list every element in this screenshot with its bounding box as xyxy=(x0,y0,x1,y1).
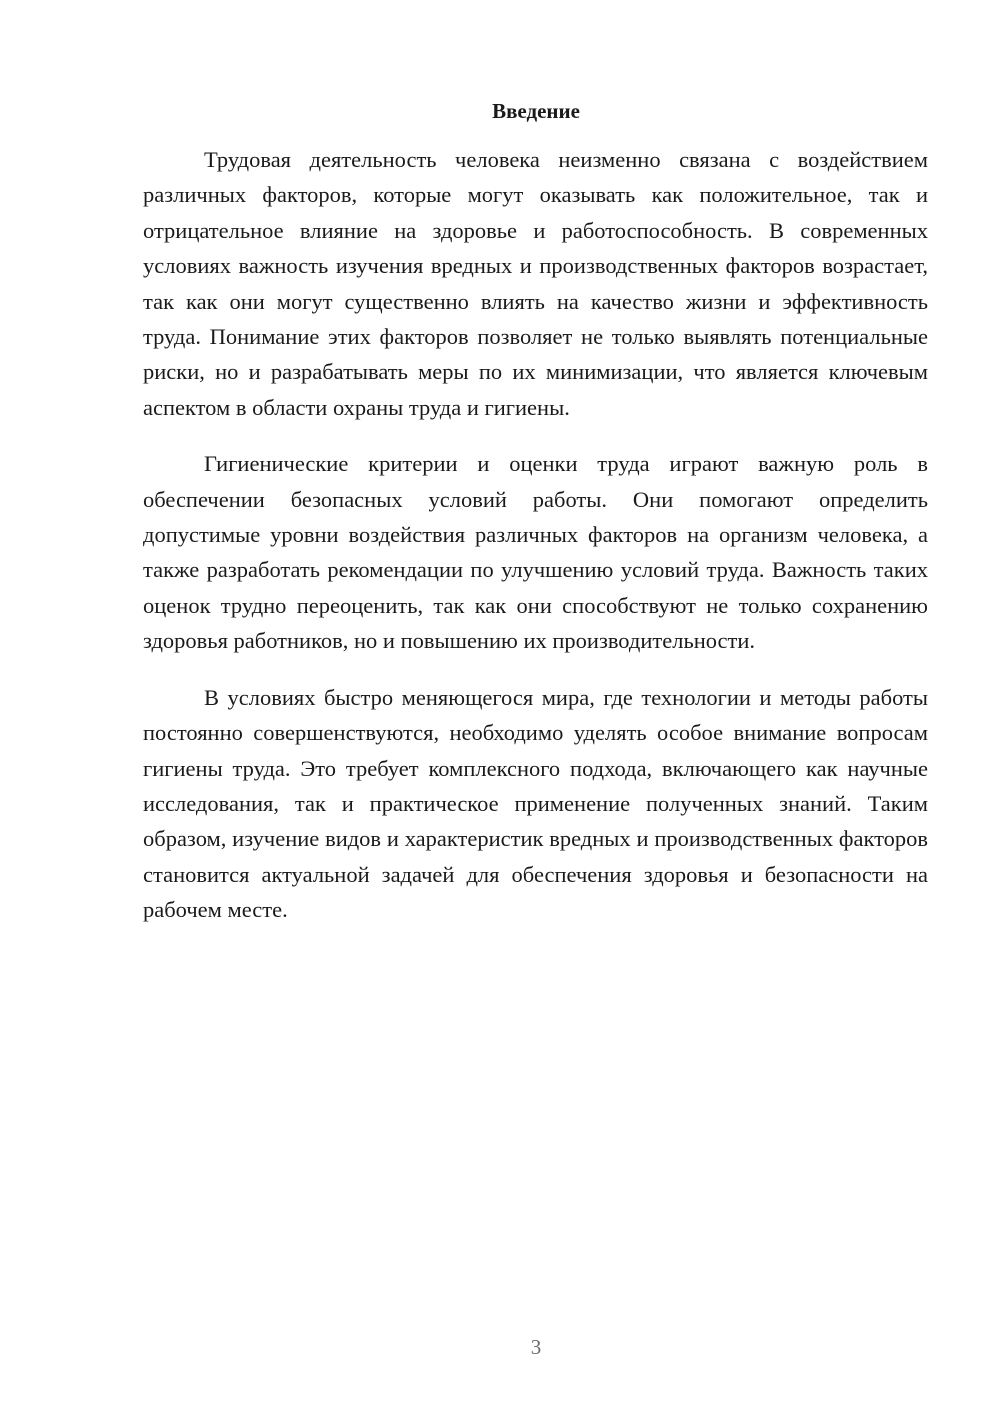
paragraph-2: Гигиенические критерии и оценки труда играют важную роль в обеспечении безопасных условий работы. Они помогают определить допустимые уровни воздействия различных факторов на организм человека, а также разработать рекомендации по улучшению условий труда. Важность таких оценок трудно переоценить, так как они способствуют не только сохранению здоровья работников, но и повышению их производительности. xyxy=(143,451,928,654)
paragraph-3: В условиях быстро меняющегося мира, где технологии и методы работы постоянно совершенствуются, необходимо уделять особое внимание вопросам гигиены труда. Это требует комплексного подхода, включающего как научные исследования, так и практическое применение полученных знаний. Таким образом, изучение видов и характеристик вредных и производственных факторов становится актуальной задачей для обеспечения здоровья и безопасности на рабочем месте. xyxy=(143,684,928,923)
section-title: Введение xyxy=(492,99,580,123)
body-text xyxy=(143,142,928,949)
paragraph-1: Трудовая деятельность человека неизменно связана с воздействием различных факторов, которые могут оказывать как положительное, так и отрицательное влияние на здоровье и работоспособность. В современных условиях важность изучения вредных и производственных факторов возрастает, так как они могут существенно влиять на качество жизни и эффективность труда. Понимание этих факторов позволяет не только выявлять потенциальные риски, но и разрабатывать меры по их минимизации, что является ключевым аспектом в области охраны труда и гигиены. xyxy=(143,147,928,420)
page-number: 3 xyxy=(530,1335,542,1359)
